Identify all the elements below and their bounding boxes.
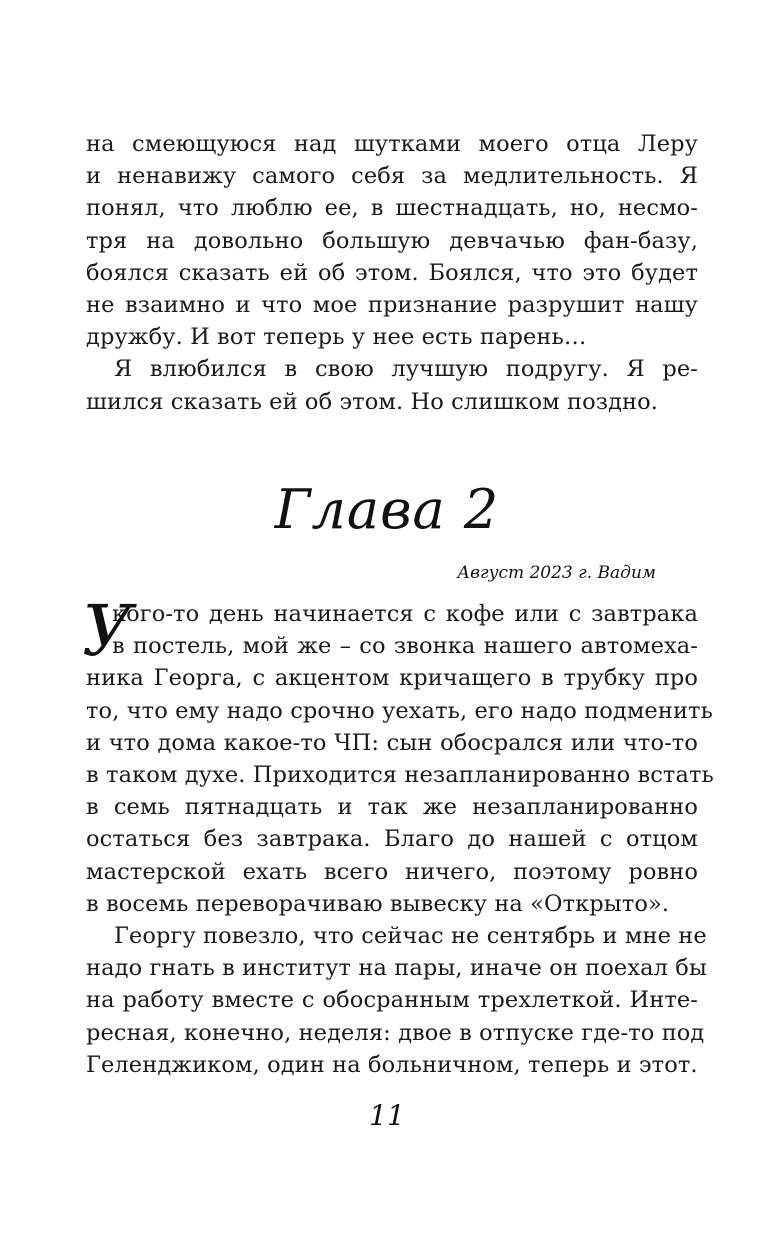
previous-chapter-text (86, 128, 698, 418)
text-line: в семь пятнадцать и так же незапланированно (86, 794, 698, 821)
text-line: ресная, конечно, неделя: двое в отпуске где-то под (86, 1019, 705, 1046)
text-line: боялся сказать ей об этом. Боялся, что это будет (86, 259, 698, 286)
text-line: и ненавижу самого себя за медлительность. Я (86, 163, 698, 190)
text-line: шился сказать ей об этом. Но слишком поздно. (86, 388, 659, 415)
text-line: в постель, мой же – со звонка нашего автомеха- (112, 633, 698, 660)
text-line: Геленджиком, один на больничном, теперь и этот. (86, 1051, 698, 1078)
chapter-body-text (82, 590, 714, 1081)
text-line: и что дома какое-то ЧП: сын обосрался или что-то (86, 729, 698, 756)
text-line: Георгу повезло, что сейчас не сентябрь и мне не (114, 923, 707, 950)
text-line: мастерской ехать всего ничего, поэтому ровно (86, 858, 698, 885)
dropcap-paragraph-start (82, 590, 698, 672)
text-line: не взаимно и что мое признание разрушит нашу (86, 292, 698, 319)
chapter-title: Глава 2 (274, 478, 500, 541)
text-line: в таком духе. Приходится незапланированно встать (86, 762, 714, 789)
text-line: на работу вместе с обосранным трехлеткой. Инте- (86, 987, 698, 1014)
chapter-subtitle: Август 2023 г. Вадим (457, 563, 656, 583)
text-line: кого-то день начинается с кофе или с завтрака (112, 601, 698, 627)
text-line: в восемь переворачиваю вывеску на «Открыто». (86, 890, 670, 917)
text-line: на смеющуюся над шутками моего отца Леру (86, 131, 698, 157)
text-line: понял, что люблю ее, в шестнадцать, но, несмо- (86, 195, 698, 222)
text-line: дружбу. И вот теперь у нее есть парень… (86, 324, 587, 351)
page-number: 11 (369, 1099, 405, 1132)
text-line: надо гнать в институт на пары, иначе он поехал бы (86, 955, 707, 982)
dropcap-letter: У (82, 590, 133, 672)
text-line: тря на довольно большую девчачью фан-базу, (86, 227, 698, 254)
text-line: Я влюбился в свою лучшую подругу. Я ре- (114, 356, 698, 383)
text-line: ника Георга, с акцентом кричащего в трубку про (86, 665, 698, 692)
text-line: остаться без завтрака. Благо до нашей с отцом (86, 826, 698, 853)
text-line: то, что ему надо срочно уехать, его надо подменить (86, 697, 713, 724)
